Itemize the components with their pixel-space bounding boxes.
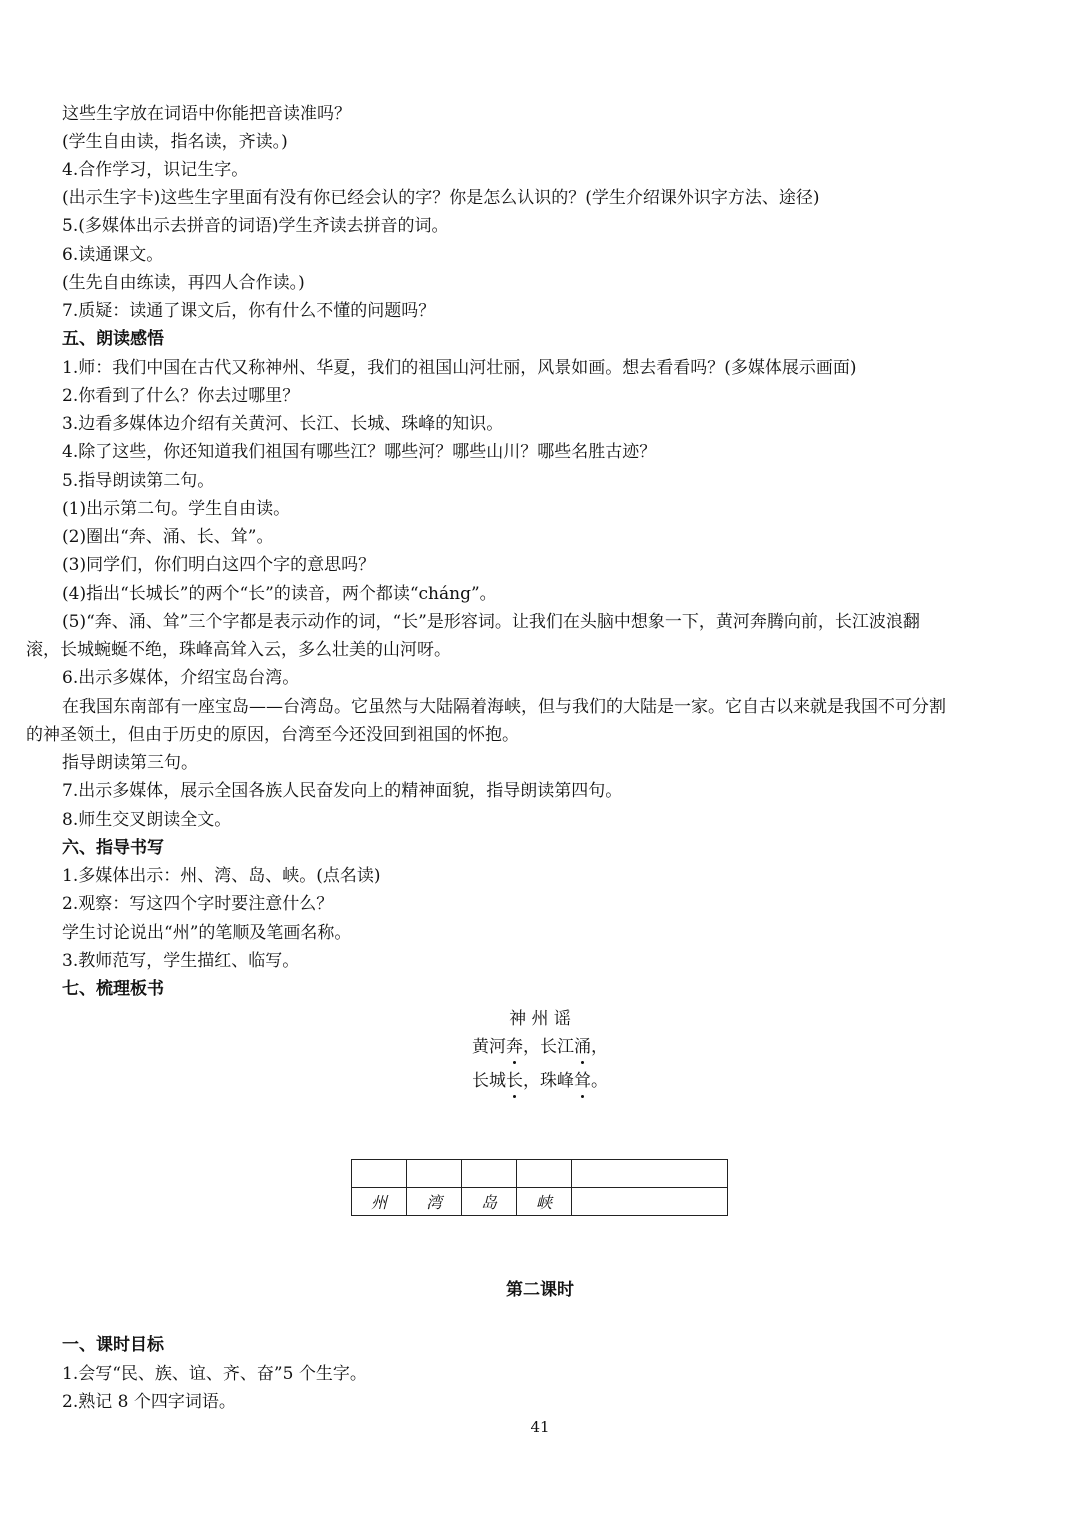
board-text: 。 [591, 1071, 608, 1091]
text-line: 6.出示多媒体，介绍宝岛台湾。 [62, 668, 300, 688]
board-line-2 [0, 1070, 1080, 1092]
section-heading: 一、课时目标 [62, 1335, 164, 1355]
text-line: 1.会写“民、族、谊、齐、奋”5 个生字。 [62, 1364, 367, 1384]
text-line: 3.边看多媒体边介绍有关黄河、长江、长城、珠峰的知识。 [62, 414, 504, 434]
board-text: ， [591, 1037, 608, 1057]
board-text: ，珠峰 [523, 1071, 574, 1091]
text-line: (5)“奔、涌、耸”三个字都是表示动作的词，“长”是形容词。让我们在头脑中想象一下，黄河奔腾向前，长江波浪翻 [62, 612, 920, 632]
board-line-1 [0, 1036, 1080, 1058]
text-line: (3)同学们，你们明白这四个字的意思吗？ [62, 555, 376, 575]
grid-char: 峡 [517, 1188, 572, 1216]
text-line: 滚，长城蜿蜒不绝，珠峰高耸入云，多么壮美的山河呀。 [26, 640, 451, 660]
board-text: ，长江 [523, 1037, 574, 1057]
section-heading: 七、梳理板书 [62, 979, 164, 999]
section-heading: 五、朗读感悟 [62, 329, 164, 349]
text-line: 3.教师范写，学生描红、临写。 [62, 951, 300, 971]
writing-grid [351, 1159, 728, 1216]
text-line: 在我国东南部有一座宝岛——台湾岛。它虽然与大陆隔着海峡，但与我们的大陆是一家。它自古以来就是我国不可分割 [62, 697, 946, 717]
text-line: 学生讨论说出“州”的笔顺及笔画名称。 [62, 923, 352, 943]
grid-cell [352, 1160, 407, 1188]
text-line: 8.师生交叉朗读全文。 [62, 810, 232, 830]
grid-cell [517, 1160, 572, 1188]
board-emphasis: 长 [506, 1071, 523, 1091]
board-text: 长城 [472, 1071, 506, 1091]
text-line: 1.多媒体出示：州、湾、岛、峡。(点名读) [62, 866, 381, 886]
grid-char: 岛 [462, 1188, 517, 1216]
text-line: 2.熟记 8 个四字词语。 [62, 1392, 236, 1412]
text-line: (1)出示第二句。学生自由读。 [62, 499, 291, 519]
text-line: 5.指导朗读第二句。 [62, 471, 215, 491]
board-text: 黄河 [472, 1037, 506, 1057]
text-line: 指导朗读第三句。 [62, 753, 198, 773]
text-line: 7.出示多媒体，展示全国各族人民奋发向上的精神面貌，指导朗读第四句。 [62, 781, 623, 801]
text-line: (出示生字卡)这些生字里面有没有你已经会认的字？你是怎么认识的？(学生介绍课外识字方法、途径) [62, 188, 820, 208]
grid-cell [572, 1188, 728, 1216]
text-line: 的神圣领土，但由于历史的原因，台湾至今还没回到祖国的怀抱。 [26, 725, 519, 745]
text-line: (2)圈出“奔、涌、长、耸”。 [62, 527, 274, 547]
text-line: 这些生字放在词语中你能把音读准吗？ [62, 104, 351, 124]
section-heading: 六、指导书写 [62, 838, 164, 858]
text-line: 6.读通课文。 [62, 245, 164, 265]
text-line: (生先自由练读，再四人合作读。) [62, 273, 305, 293]
grid-row-empty [352, 1160, 728, 1188]
grid-row-chars [352, 1188, 728, 1216]
board-emphasis: 涌 [574, 1037, 591, 1057]
grid-cell [462, 1160, 517, 1188]
text-line: (学生自由读，指名读，齐读。) [62, 132, 288, 152]
grid-cell [572, 1160, 728, 1188]
text-line: (4)指出“长城长”的两个“长”的读音，两个都读“cháng”。 [62, 584, 497, 604]
grid-cell [407, 1160, 462, 1188]
text-line: 5.(多媒体出示去拼音的词语)学生齐读去拼音的词。 [62, 216, 449, 236]
page-number: 41 [530, 1418, 550, 1436]
text-line: 4.合作学习，识记生字。 [62, 160, 249, 180]
board-emphasis: 奔 [506, 1037, 523, 1057]
text-line: 7.质疑：读通了课文后，你有什么不懂的问题吗？ [62, 301, 436, 321]
text-line: 1.师：我们中国在古代又称神州、华夏，我们的祖国山河壮丽，风景如画。想去看看吗？(多媒体展示画面) [62, 358, 857, 378]
board-emphasis: 耸 [574, 1071, 591, 1091]
text-line: 4.除了这些，你还知道我们祖国有哪些江？哪些河？哪些山川？哪些名胜古迹？ [62, 442, 657, 462]
text-line: 2.你看到了什么？你去过哪里？ [62, 386, 300, 406]
grid-char: 湾 [407, 1188, 462, 1216]
grid-char: 州 [352, 1188, 407, 1216]
board-title: 神 州 谣 [509, 1009, 571, 1029]
lesson-title: 第二课时 [506, 1280, 574, 1300]
text-line: 2.观察：写这四个字时要注意什么？ [62, 894, 334, 914]
